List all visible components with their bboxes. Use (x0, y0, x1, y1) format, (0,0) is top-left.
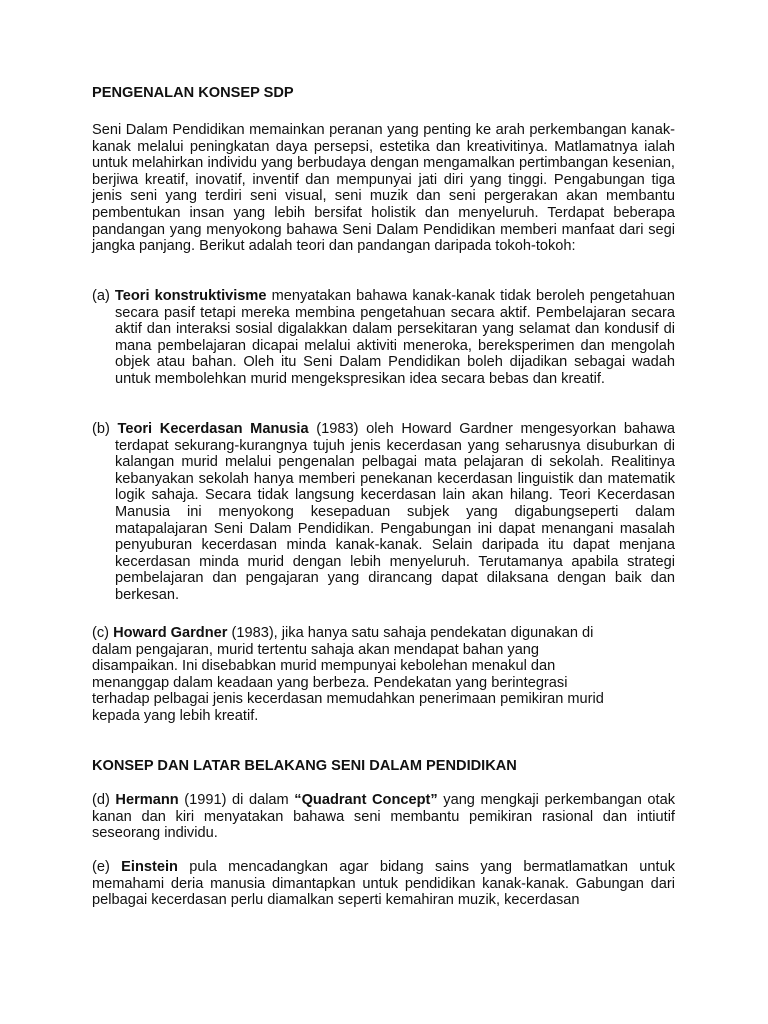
item-c-term: Howard Gardner (113, 625, 228, 641)
item-b-term: Teori Kecerdasan Manusia (117, 421, 309, 437)
item-b-label: (b) (92, 421, 110, 437)
item-a-konstruktivisme (92, 288, 675, 388)
item-e-text: pula mencadangkan agar bidang sains yang bermatlamatkan untuk memahami deria manusia dimantapkan untuk pendidikan kanak-kanak. Gabungan dari pelbagai kecerdasan perlu diamalkan seperti kemahiran muzik, kecerdasan (92, 859, 675, 909)
intro-paragraph: Seni Dalam Pendidikan memainkan peranan yang penting ke arah perkembangan kanak- kanak melalui peningkatan daya persepsi, estetika dan kreativitinya. Matlamatnya ialah untuk melahirkan individu yang berbudaya dengan mengamalkan pertimbangan kesenian, berjiwa kreatif, inovatif, inventif dan mempunyai jati diri yang tinggi. Pengabungan tiga jenis seni yang terdiri seni visual, seni muzik dan seni pergerakan akan membantu pembentukan insan yang lebih bersifat holistik dan menyeluruh. Terdapat beberapa pandangan yang menyokong bahawa Seni Dalam Pendidikan memberi manfaat dari segi jangka panjang. Berikut adalah teori dan pandangan daripada tokoh-tokoh: (92, 122, 675, 255)
item-e-label: (e) (92, 859, 110, 875)
item-b-text: (1983) oleh Howard Gardner mengesyorkan bahawa terdapat sekurang-kurangnya tujuh jenis kecerdasan yang seharusnya disuburkan di kalangan murid melalui pengenalan pelbagai mata pelajaran di sekolah. Realitinya kebanyakan sekolah hanya memberi penekanan kecerdasan linguistik dan matematik logik sahaja. Secara tidak langsung kecerdasan lain akan hilang. Teori Kecerdasan Manusia ini menyokong kesepaduan subjek yang digabungseperti dalam matapalajaran Seni Dalam Pendidikan. Pengabungan ini dapat menangani masalah penyuburan kecerdasan minda kanak-kanak. Selain daripada itu dapat menjana kecerdasan minda murid dengan lebih menyeluruh. Terutamanya apabila strategi pembelajaran dan pengajaran yang dirancang dapat dilaksana dengan baik dan berkesan. (115, 421, 675, 603)
item-d-mid: (1991) di dalam (178, 792, 295, 808)
item-d-term: Hermann (115, 792, 179, 808)
item-c-gardner (92, 625, 612, 725)
item-d-quadrant: “Quadrant Concept” (294, 792, 438, 808)
item-e-term: Einstein (121, 859, 178, 875)
section-heading-konsep: KONSEP DAN LATAR BELAKANG SENI DALAM PENDIDIKAN (92, 758, 517, 774)
item-d-hermann (92, 792, 675, 842)
item-e-einstein (92, 859, 675, 909)
item-c-text: (1983), jika hanya satu sahaja pendekatan digunakan di dalam pengajaran, murid tertentu sahaja akan mendapat bahan yang disampaikan. Ini disebabkan murid mempunyai kebolehan menakul dan menanggap dalam keadaan yang berbeza. Pendekatan yang berintegrasi terhadap pelbagai jenis kecerdasan memudahkan penerimaan pemikiran murid kepada yang lebih kreatif. (92, 625, 604, 724)
item-a-term: Teori konstruktivisme (114, 288, 267, 304)
section-heading-pengenalan: PENGENALAN KONSEP SDP (92, 85, 294, 101)
item-c-label: (c) (92, 625, 110, 641)
item-a-label: (a) (92, 288, 110, 304)
item-b-kecerdasan (92, 421, 675, 604)
item-d-text: yang mengkaji perkembangan otak kanan dan kiri menyatakan bahawa seni membantu pemikiran rasional dan intiutif seseorang individu. (92, 792, 675, 842)
item-a-text: menyatakan bahawa kanak-kanak tidak beroleh pengetahuan secara pasif tetapi mereka membina pengetahuan secara aktif. Pembelajaran secara aktif dan interaksi sosial digalakkan dalam persekitaran yang selamat dan kondusif di mana pembelajaran dicapai melalui aktiviti meneroka, bereksperimen dan mengolah objek atau bahan. Oleh itu Seni Dalam Pendidikan boleh dijadikan sebagai wadah untuk membolehkan murid mengekspresikan idea secara bebas dan kreatif. (115, 288, 675, 387)
item-d-label: (d) (92, 792, 110, 808)
